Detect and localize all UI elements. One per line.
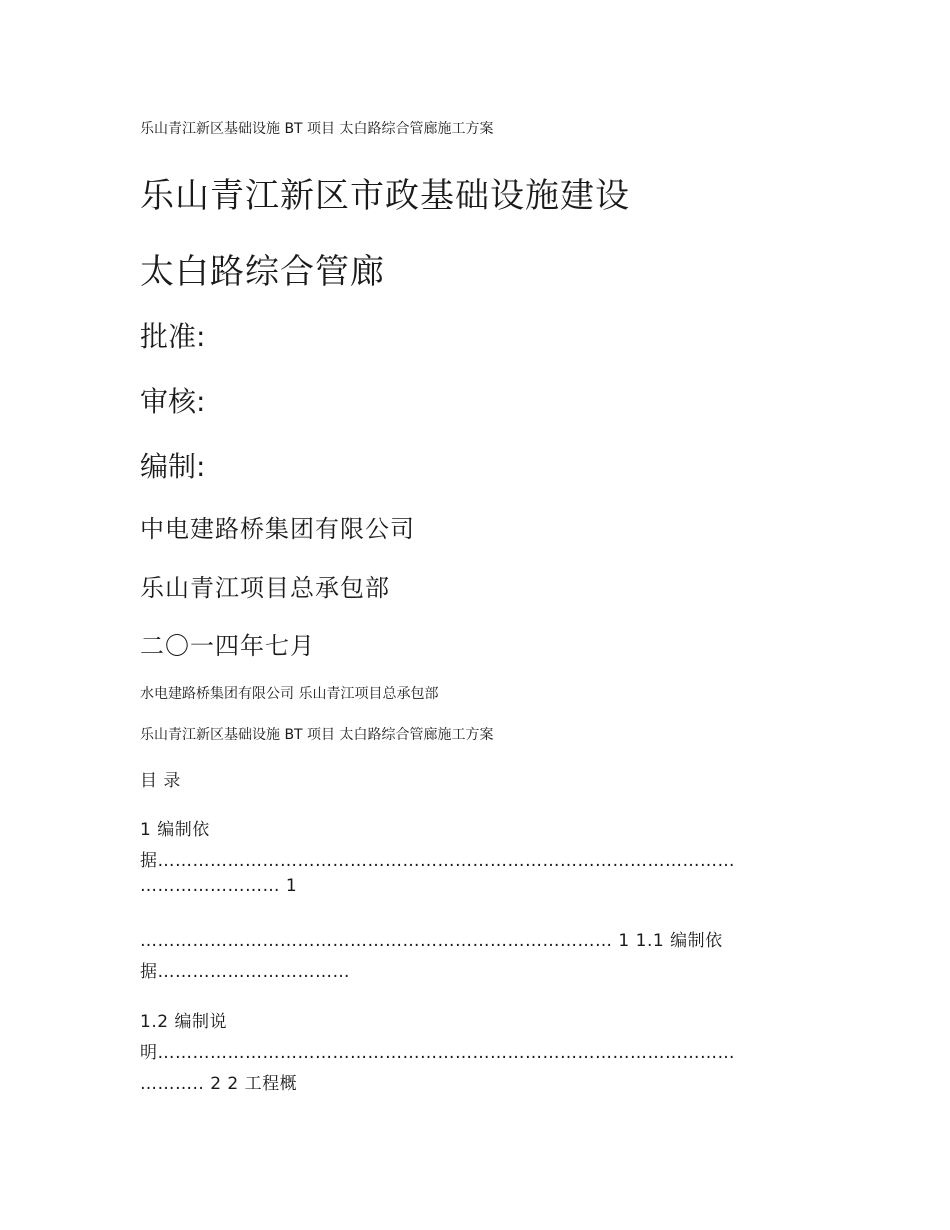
compile-label: 编制:: [140, 450, 206, 483]
toc-entry-1-leader: 据………………………………………………………………………………………: [140, 851, 735, 871]
toc-entry-2-line: ……….. 2 2 工程概: [140, 1074, 298, 1094]
approve-label: 批准:: [140, 320, 206, 353]
running-header-second: 乐山青江新区基础设施 BT 项目 太白路综合管廊施工方案: [140, 727, 494, 743]
company-name: 中电建路桥集团有限公司: [140, 515, 415, 543]
toc-entry-1-title: 1 编制依: [140, 820, 210, 840]
running-header: 乐山青江新区基础设施 BT 项目 太白路综合管廊施工方案: [140, 121, 494, 137]
cover-date: 二〇一四年七月: [140, 632, 315, 660]
toc-heading: 目 录: [140, 771, 181, 791]
toc-entry-1-2-title: 1.2 编制说: [140, 1012, 227, 1032]
department-name: 乐山青江项目总承包部: [140, 574, 390, 602]
toc-entry-1-page: …………………… 1: [140, 876, 298, 896]
cover-title-line1: 乐山青江新区市政基础设施建设: [140, 176, 630, 216]
toc-entry-1-1-line: ……………………………………………………………………… 1 1.1 编制依: [140, 931, 723, 951]
review-label: 审核:: [140, 385, 206, 418]
page-footer: 水电建路桥集团有限公司 乐山青江项目总承包部: [140, 686, 439, 702]
cover-title-line2: 太白路综合管廊: [140, 252, 385, 292]
toc-entry-1-1-leader: 据……………………………: [140, 962, 350, 982]
toc-entry-1-2-leader: 明………………………………………………………………………………………: [140, 1043, 735, 1063]
